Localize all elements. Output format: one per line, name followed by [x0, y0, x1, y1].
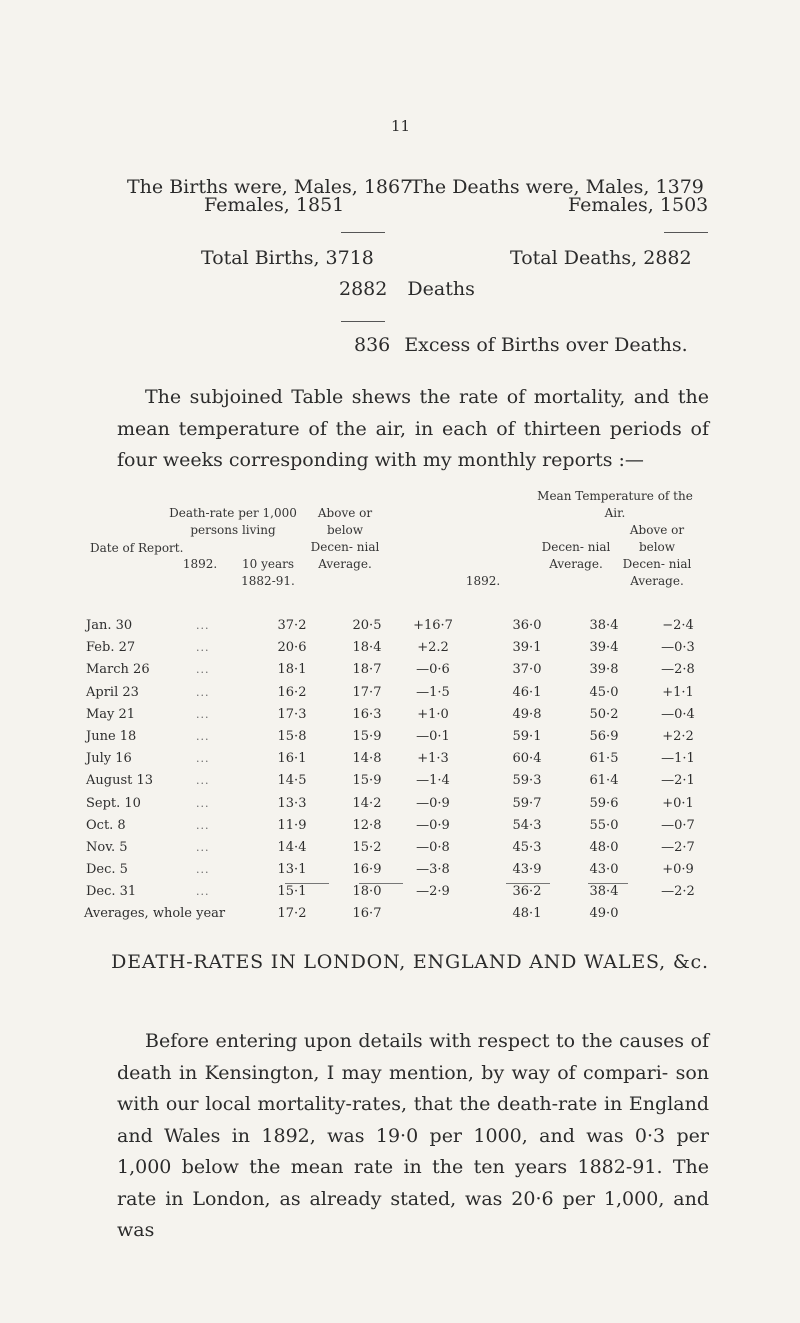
cell-t-dec: 39·8 — [589, 662, 619, 678]
averages-t-1892: 48·1 — [512, 906, 542, 921]
cell-date: April 23 — [86, 684, 139, 700]
avg-rule — [285, 883, 329, 884]
cell-dr-diff: —1·5 — [416, 684, 450, 700]
leader-dots: ... — [196, 685, 210, 699]
cell-t-dec: 48·0 — [589, 840, 619, 855]
header-death-rate-group: Death-rate per 1,000 persons living — [169, 506, 297, 537]
cell-t-1892: 39·1 — [512, 640, 542, 656]
cell-t-dec: 39·4 — [589, 640, 619, 656]
cell-dr-10: 12·8 — [352, 817, 382, 833]
cell-t-diff: +0·1 — [662, 795, 694, 811]
averages-dr-1892: 17·2 — [277, 906, 307, 921]
births-males-label: The Births were, Males, — [127, 176, 358, 198]
cell-dr-10: 17·7 — [352, 684, 382, 700]
deaths-subtract-label: Deaths — [407, 278, 475, 300]
averages-dr-10: 16·7 — [352, 906, 382, 921]
cell-date: Dec. 5 — [86, 862, 128, 878]
cell-t-dec: 50·2 — [589, 706, 619, 722]
total-births-line — [201, 247, 374, 269]
leader-dots: ... — [196, 730, 210, 743]
cell-t-1892: 59·1 — [512, 729, 542, 744]
cell-dr-1892: 20·6 — [277, 640, 307, 656]
cell-t-diff: +1·1 — [662, 684, 694, 700]
cell-dr-diff: —0·8 — [416, 840, 450, 855]
cell-date: Jan. 30 — [86, 618, 133, 633]
cell-t-1892: 59·7 — [512, 795, 542, 811]
leader-dots: ... — [196, 663, 210, 677]
cell-dr-1892: 11·9 — [277, 817, 307, 833]
cell-dr-diff: —0·9 — [416, 795, 450, 811]
births-males-value: 1867 — [363, 176, 413, 198]
leader-dots: ... — [196, 818, 210, 832]
cell-t-1892: 46·1 — [512, 684, 542, 700]
births-females-label: Females, — [204, 194, 290, 216]
header-temp-1892: 1892. — [465, 574, 501, 588]
cell-dr-1892: 13·1 — [277, 862, 307, 878]
cell-t-1892: 59·3 — [512, 773, 542, 789]
cell-dr-10: 14·8 — [352, 751, 382, 767]
leader-dots: ... — [196, 774, 210, 788]
cell-t-1892: 60·4 — [512, 751, 542, 767]
cell-t-diff: —0·3 — [661, 640, 695, 656]
leader-dots: ... — [196, 641, 210, 655]
excess-rule — [341, 321, 385, 322]
cell-t-diff: —0·7 — [661, 817, 695, 833]
cell-date: Oct. 8 — [86, 817, 126, 833]
births-females-line — [204, 194, 344, 216]
averages-label: Averages, whole year — [84, 906, 226, 921]
cell-dr-10: 14·2 — [352, 795, 382, 811]
cell-dr-1892: 16·2 — [277, 684, 307, 700]
cell-t-dec: 45·0 — [589, 684, 619, 700]
cell-dr-1892: 37·2 — [277, 618, 307, 633]
cell-dr-diff: +16·7 — [413, 618, 453, 633]
cell-t-diff: —2·7 — [661, 840, 695, 855]
cell-date: Sept. 10 — [86, 795, 141, 811]
cell-t-1892: 43·9 — [512, 862, 542, 878]
cell-t-dec: 59·6 — [589, 795, 619, 811]
cell-t-dec: 55·0 — [589, 817, 619, 833]
cell-dr-10: 20·5 — [352, 618, 382, 633]
leader-dots: ... — [196, 885, 210, 899]
header-above-below: Above or below Decen- nial Average. — [310, 506, 380, 571]
leader-dots: ... — [196, 752, 210, 766]
body-paragraph: Before entering upon details with respect to the causes of death in Kensington, I may mention, by way of compari- son with our local mortality-rates, that the death-rate in England and Wales in 1892, was 19·0 per 1000, and was 0·3 per 1,000 below the mean rate in the ten years 1882-91. The rate in London, as already stated, was 20·6 per 1,000, and was — [117, 1030, 709, 1241]
cell-dr-diff: —0·6 — [416, 662, 450, 678]
total-births-label: Total Births, — [201, 247, 320, 269]
cell-t-1892: 37·0 — [512, 662, 542, 678]
cell-date: Feb. 27 — [86, 640, 136, 656]
cell-t-dec: 43·0 — [589, 862, 619, 878]
cell-dr-diff: +1·3 — [417, 751, 449, 767]
leader-dots: ... — [196, 619, 210, 632]
excess-label: Excess of Births over Deaths. — [404, 334, 688, 356]
leader-dots: ... — [196, 796, 210, 810]
section-heading: DEATH-RATES IN LONDON, ENGLAND AND WALES, &c. — [111, 951, 709, 973]
births-females-value: 1851 — [295, 194, 345, 216]
cell-t-diff: −2·4 — [662, 618, 694, 633]
cell-t-dec: 38·4 — [589, 618, 619, 633]
deaths-subtract-line — [339, 278, 475, 300]
header-temp-above-below: Above or below Decen- nial Average. — [622, 523, 692, 588]
cell-t-dec: 61·5 — [589, 751, 619, 767]
deaths-males-value: 1379 — [655, 176, 704, 198]
deaths-females-line — [568, 194, 708, 216]
cell-t-diff: —2·2 — [661, 884, 695, 900]
excess-value: 836 — [354, 334, 391, 356]
cell-dr-10: 18·0 — [352, 884, 382, 900]
cell-t-dec: 38·4 — [589, 884, 619, 900]
cell-t-1892: 49·8 — [512, 706, 542, 722]
header-dr-1892: 1892. — [182, 557, 218, 571]
total-deaths-line — [510, 247, 692, 269]
deaths-subtract-value: 2882 — [339, 278, 388, 300]
total-deaths-value: 2882 — [643, 247, 692, 269]
deaths-sum-rule — [664, 232, 708, 233]
averages-t-dec: 49·0 — [589, 906, 619, 921]
cell-dr-1892: 15·8 — [277, 729, 307, 744]
cell-dr-10: 15·9 — [352, 773, 382, 789]
intro-paragraph: The subjoined Table shews the rate of mortality, and the mean temperature of the air, in each of thirteen periods of four weeks corresponding with my monthly reports :— — [117, 386, 709, 471]
cell-dr-10: 18·7 — [352, 662, 382, 678]
cell-t-diff: —2·8 — [661, 662, 695, 678]
avg-rule — [588, 883, 628, 884]
excess-line — [354, 334, 688, 356]
cell-date: June 18 — [86, 729, 137, 744]
header-date: Date of Report. — [90, 541, 184, 555]
leader-dots: ... — [196, 863, 210, 877]
cell-dr-1892: 14·5 — [277, 773, 307, 789]
cell-dr-1892: 13·3 — [277, 795, 307, 811]
avg-rule — [506, 883, 550, 884]
header-dr-10-years: 10 years 1882-91. — [241, 557, 295, 588]
cell-t-1892: 36·2 — [512, 884, 542, 900]
cell-t-dec: 61·4 — [589, 773, 619, 789]
cell-t-diff: —0·4 — [661, 706, 695, 722]
cell-dr-diff: —2·9 — [416, 884, 450, 900]
cell-dr-10: 18·4 — [352, 640, 382, 656]
cell-dr-10: 16·3 — [352, 706, 382, 722]
total-deaths-label: Total Deaths, — [510, 247, 638, 269]
cell-dr-1892: 17·3 — [277, 706, 307, 722]
births-sum-rule — [341, 232, 385, 233]
cell-dr-1892: 14·4 — [277, 840, 307, 855]
cell-t-diff: —2·1 — [661, 773, 695, 789]
cell-dr-diff: —0·1 — [416, 729, 450, 744]
cell-date: August 13 — [86, 773, 154, 789]
cell-dr-10: 15·2 — [352, 840, 382, 855]
cell-dr-10: 16·9 — [352, 862, 382, 878]
deaths-males-label: The Deaths were, Males, — [410, 176, 650, 198]
header-temp-group: Mean Temperature of the Air. — [537, 489, 693, 520]
cell-date: Dec. 31 — [86, 884, 137, 900]
cell-t-diff: +0·9 — [662, 862, 694, 878]
cell-t-dec: 56·9 — [589, 729, 619, 744]
deaths-females-label: Females, — [568, 194, 654, 216]
cell-date: July 16 — [86, 751, 132, 767]
cell-dr-1892: 16·1 — [277, 751, 307, 767]
cell-date: Nov. 5 — [86, 840, 128, 855]
cell-t-diff: —1·1 — [661, 751, 695, 767]
cell-dr-diff: —3·8 — [416, 862, 450, 878]
cell-date: May 21 — [86, 706, 136, 722]
avg-rule — [359, 883, 403, 884]
page-number: 11 — [391, 117, 411, 135]
total-births-value: 3718 — [325, 247, 374, 269]
cell-dr-diff: +1·0 — [417, 706, 449, 722]
cell-dr-diff: —1·4 — [416, 773, 450, 789]
header-temp-decennial: Decen- nial Average. — [541, 540, 611, 571]
cell-t-diff: +2·2 — [662, 729, 694, 744]
leader-dots: ... — [196, 707, 210, 721]
cell-dr-1892: 18·1 — [277, 662, 307, 678]
cell-t-1892: 36·0 — [512, 618, 542, 633]
leader-dots: ... — [196, 841, 210, 854]
cell-dr-1892: 15·1 — [277, 884, 307, 900]
cell-date: March 26 — [86, 662, 150, 678]
cell-dr-diff: —0·9 — [416, 817, 450, 833]
cell-t-1892: 45·3 — [512, 840, 542, 855]
cell-t-1892: 54·3 — [512, 817, 542, 833]
cell-dr-diff: +2.2 — [417, 640, 449, 656]
cell-dr-10: 15·9 — [352, 729, 382, 744]
deaths-females-value: 1503 — [659, 194, 709, 216]
